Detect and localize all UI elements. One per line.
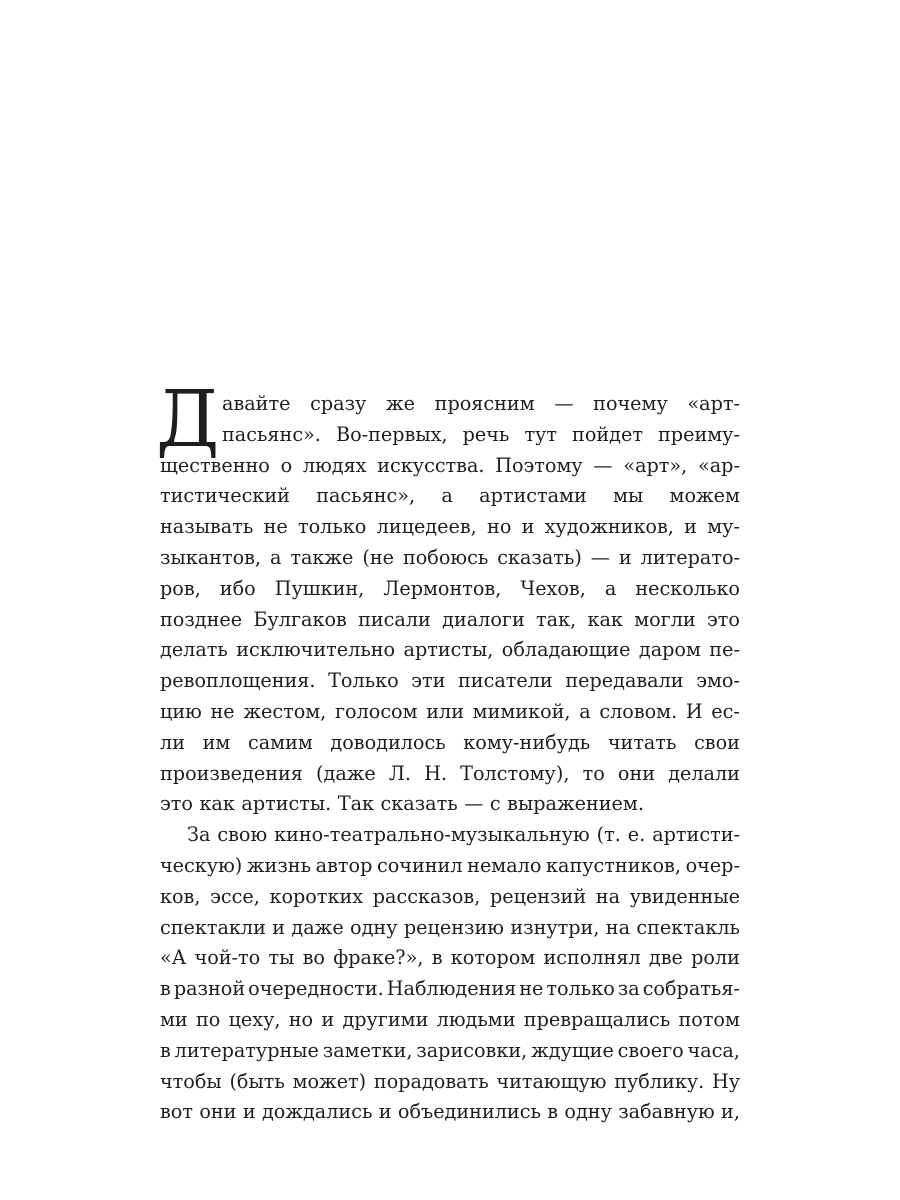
- text-line: пасьянс». Во-первых, речь тут пойдет преиму-: [222, 422, 740, 446]
- text-line: произведения (даже Л. Н. Толстому), то они делали: [160, 761, 740, 785]
- text-line: «А чой-то ты во фраке?», в котором исполнял две роли: [160, 946, 740, 970]
- text-line: цию не жестом, голосом или мимикой, а словом. И ес-: [160, 699, 740, 723]
- text-line: ческую) жизнь автор сочинил немало капустников, очер-: [160, 853, 740, 877]
- text-line: ров, ибо Пушкин, Лермонтов, Чехов, а несколько: [160, 576, 740, 600]
- text-line: ли им самим доводилось кому-нибудь читать свои: [160, 730, 740, 754]
- text-line: авайте сразу же проясним — почему «арт-: [222, 392, 740, 415]
- text-line: в литературные заметки, зарисовки, ждущие своего часа,: [160, 1038, 740, 1062]
- text-line: ми по цеху, но и другими людьми превращались потом: [160, 1007, 740, 1031]
- text-line: щественно о людях искусства. Поэтому — «арт», «ар-: [160, 453, 740, 477]
- text-line: ков, эссе, коротких рассказов, рецензий на увиденные: [160, 884, 740, 908]
- text-line: ревоплощения. Только эти писатели передавали эмо-: [160, 669, 740, 693]
- text-line: делать исключительно артисты, обладающие даром пе-: [160, 638, 740, 662]
- drop-cap: Д: [156, 375, 220, 465]
- text-line: это как артисты. Так сказать — с выражением.: [160, 792, 644, 816]
- paragraph-1: [160, 389, 740, 820]
- text-line: тистический пасьянс», а артистами мы можем: [160, 484, 740, 508]
- text-line: в разной очередности. Наблюдения не только за собратья-: [160, 977, 740, 1001]
- text-line: За свою кино-театрально-музыкальную (т. е. артисти-: [187, 823, 740, 847]
- text-line: вот они и дождались и объединились в одну забавную и,: [160, 1100, 740, 1124]
- paragraph-2: [160, 820, 740, 1128]
- text-line: зыкантов, а также (не побоюсь сказать) — и литерато-: [160, 545, 740, 569]
- body-text: [156, 375, 740, 1128]
- text-line: спектакли и даже одну рецензию изнутри, на спектакль: [160, 915, 740, 939]
- text-line: позднее Булгаков писали диалоги так, как могли это: [160, 607, 740, 631]
- text-line: чтобы (быть может) порадовать читающую публику. Ну: [160, 1069, 740, 1093]
- text-line: называть не только лицедеев, но и художников, и му-: [160, 515, 740, 539]
